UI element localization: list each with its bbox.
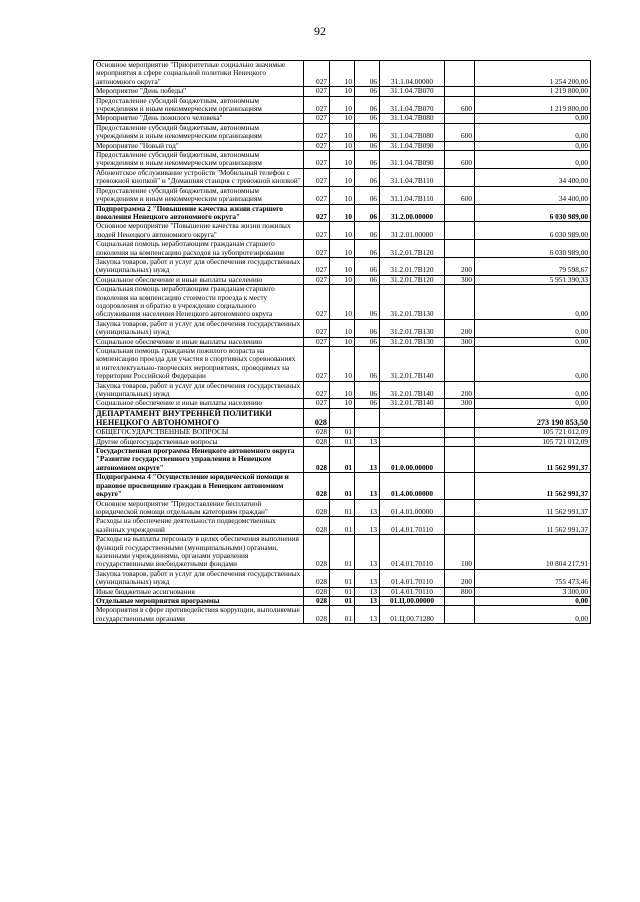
row-target-article-code: 31.2.01.7В120 bbox=[380, 275, 445, 284]
row-subsection-code: 13 bbox=[355, 517, 380, 535]
table-row bbox=[94, 347, 591, 382]
row-amount: 0,00 bbox=[475, 141, 591, 150]
row-subsection-code: 06 bbox=[355, 151, 380, 169]
row-expense-type-code bbox=[445, 596, 475, 605]
row-target-article-code: 31.2.01.7В130 bbox=[380, 319, 445, 337]
row-section-code: 10 bbox=[330, 347, 355, 382]
table-row bbox=[94, 186, 591, 204]
row-ved-code: 027 bbox=[304, 204, 330, 222]
row-ved-code: 028 bbox=[304, 517, 330, 535]
row-amount: 6 030 989,00 bbox=[475, 222, 591, 240]
row-name: Основное мероприятие "Предоставление бесплатной юридической помощи отдельным категориям граждан" bbox=[94, 499, 304, 517]
row-amount: 0,00 bbox=[475, 596, 591, 605]
table-row bbox=[94, 123, 591, 141]
row-ved-code: 027 bbox=[304, 222, 330, 240]
row-section-code: 01 bbox=[330, 447, 355, 473]
row-subsection-code: 06 bbox=[355, 123, 380, 141]
row-amount: 0,00 bbox=[475, 337, 591, 346]
table-row bbox=[94, 275, 591, 284]
row-expense-type-code bbox=[445, 141, 475, 150]
table-row bbox=[94, 606, 591, 624]
row-subsection-code: 06 bbox=[355, 399, 380, 408]
row-ved-code: 028 bbox=[304, 587, 330, 596]
row-target-article-code: 31.1.04.7В070 bbox=[380, 87, 445, 96]
row-name: Социальная помощь неработающим гражданам старшего поколения на компенсацию расходов на зубопротезирование bbox=[94, 240, 304, 258]
row-ved-code: 028 bbox=[304, 408, 330, 427]
row-expense-type-code: 800 bbox=[445, 587, 475, 596]
row-name: Мероприятие "День победы" bbox=[94, 87, 304, 96]
row-name: ДЕПАРТАМЕНТ ВНУТРЕННЕЙ ПОЛИТИКИ НЕНЕЦКОГО АВТОНОМНОГО bbox=[94, 408, 304, 427]
row-target-article-code: 31.1.04.7В110 bbox=[380, 186, 445, 204]
table-row bbox=[94, 535, 591, 570]
row-ved-code: 027 bbox=[304, 123, 330, 141]
row-amount: 11 562 991,37 bbox=[475, 517, 591, 535]
table-row bbox=[94, 222, 591, 240]
row-expense-type-code bbox=[445, 447, 475, 473]
row-ved-code: 027 bbox=[304, 275, 330, 284]
row-section-code: 10 bbox=[330, 168, 355, 186]
row-expense-type-code bbox=[445, 517, 475, 535]
row-name: Государственная программа Ненецкого автономного округа "Развитие государственного управления в Ненецком автономном округе" bbox=[94, 447, 304, 473]
row-target-article-code: 31.1.04.7В110 bbox=[380, 168, 445, 186]
row-ved-code: 027 bbox=[304, 114, 330, 123]
row-name: Мероприятие "Новый год" bbox=[94, 141, 304, 150]
row-amount: 79 598,67 bbox=[475, 257, 591, 275]
row-target-article-code: 01.4.01.70110 bbox=[380, 517, 445, 535]
row-subsection-code: 06 bbox=[355, 257, 380, 275]
row-name: Предоставление субсидий бюджетным, автономным учреждениям и иным некоммерческим организациям bbox=[94, 96, 304, 114]
row-amount: 1 219 800,00 bbox=[475, 87, 591, 96]
table-row bbox=[94, 596, 591, 605]
row-section-code: 10 bbox=[330, 204, 355, 222]
row-section-code: 01 bbox=[330, 428, 355, 437]
row-expense-type-code bbox=[445, 437, 475, 446]
row-name: Закупка товаров, работ и услуг для обеспечения государственных (муниципальных) нужд bbox=[94, 569, 304, 587]
row-name: Социальное обеспечение и иные выплаты населению bbox=[94, 275, 304, 284]
row-name: Предоставление субсидий бюджетным, автономным учреждениям и иным некоммерческим организациям bbox=[94, 123, 304, 141]
table-row bbox=[94, 399, 591, 408]
row-section-code: 10 bbox=[330, 285, 355, 320]
row-name: Мероприятия в сфере противодействия коррупции, выполняемые государственными органами bbox=[94, 606, 304, 624]
row-ved-code: 027 bbox=[304, 319, 330, 337]
row-target-article-code: 31.2.01.7В120 bbox=[380, 240, 445, 258]
row-amount: 11 562 991,37 bbox=[475, 499, 591, 517]
row-subsection-code: 13 bbox=[355, 587, 380, 596]
row-subsection-code: 06 bbox=[355, 186, 380, 204]
table-row bbox=[94, 204, 591, 222]
row-subsection-code: 13 bbox=[355, 499, 380, 517]
row-name: Предоставление субсидий бюджетным, автономным учреждениям и иным некоммерческим организациям bbox=[94, 151, 304, 169]
row-amount: 1 254 200,00 bbox=[475, 61, 591, 87]
row-ved-code: 028 bbox=[304, 569, 330, 587]
row-amount: 0,00 bbox=[475, 381, 591, 399]
row-expense-type-code bbox=[445, 204, 475, 222]
row-amount: 11 562 991,37 bbox=[475, 447, 591, 473]
row-expense-type-code bbox=[445, 168, 475, 186]
row-ved-code: 027 bbox=[304, 240, 330, 258]
table-row bbox=[94, 428, 591, 437]
row-section-code: 10 bbox=[330, 240, 355, 258]
row-ved-code: 028 bbox=[304, 447, 330, 473]
row-ved-code: 027 bbox=[304, 257, 330, 275]
row-expense-type-code: 100 bbox=[445, 535, 475, 570]
row-expense-type-code bbox=[445, 408, 475, 427]
row-subsection-code: 13 bbox=[355, 535, 380, 570]
row-ved-code: 028 bbox=[304, 596, 330, 605]
row-section-code: 01 bbox=[330, 596, 355, 605]
table-row bbox=[94, 141, 591, 150]
table-row bbox=[94, 87, 591, 96]
row-target-article-code: 31.1.04.7В070 bbox=[380, 96, 445, 114]
row-ved-code: 028 bbox=[304, 499, 330, 517]
table-row bbox=[94, 96, 591, 114]
row-name: Иные бюджетные ассигнования bbox=[94, 587, 304, 596]
row-subsection-code: 13 bbox=[355, 447, 380, 473]
row-subsection-code: 13 bbox=[355, 437, 380, 446]
row-expense-type-code bbox=[445, 240, 475, 258]
row-amount: 0,00 bbox=[475, 319, 591, 337]
row-name: Подпрограмма 2 "Повышение качества жизни старшего поколения Ненецкого автономного округа" bbox=[94, 204, 304, 222]
row-section-code: 10 bbox=[330, 186, 355, 204]
row-name: Отдельные мероприятия программы bbox=[94, 596, 304, 605]
row-expense-type-code: 200 bbox=[445, 319, 475, 337]
row-amount: 0,00 bbox=[475, 114, 591, 123]
row-target-article-code: 31.1.04.7В090 bbox=[380, 151, 445, 169]
row-ved-code: 027 bbox=[304, 285, 330, 320]
row-name: Расходы на выплаты персоналу в целях обеспечения выполнения функций государственными (муниципальными) органами, казенными учреждениями, органами управления государственными внебюджетными фондами bbox=[94, 535, 304, 570]
row-section-code: 10 bbox=[330, 96, 355, 114]
row-subsection-code: 06 bbox=[355, 114, 380, 123]
table-row bbox=[94, 587, 591, 596]
row-target-article-code bbox=[380, 428, 445, 437]
row-expense-type-code bbox=[445, 473, 475, 499]
table-row bbox=[94, 447, 591, 473]
page-number: 92 bbox=[314, 24, 326, 38]
row-section-code: 10 bbox=[330, 114, 355, 123]
row-expense-type-code: 300 bbox=[445, 275, 475, 284]
row-section-code: 01 bbox=[330, 437, 355, 446]
row-ved-code: 028 bbox=[304, 428, 330, 437]
row-name: Социальная помощь неработающим гражданам старшего поколения на компенсацию стоимости проезда к месту оздоровления и обратно в учреждение социального обслуживания населения Ненецкого автономного округа bbox=[94, 285, 304, 320]
row-name: Расходы на обеспечение деятельности подведомственных казённых учреждений bbox=[94, 517, 304, 535]
row-amount: 11 562 991,37 bbox=[475, 473, 591, 499]
table-row bbox=[94, 151, 591, 169]
row-section-code: 10 bbox=[330, 275, 355, 284]
row-expense-type-code: 200 bbox=[445, 569, 475, 587]
row-ved-code: 027 bbox=[304, 96, 330, 114]
row-subsection-code: 13 bbox=[355, 596, 380, 605]
row-name: Основное мероприятие "Приоритетные социально значимые мероприятия в сфере социальной политики Ненецкого автономного округа" bbox=[94, 61, 304, 87]
row-subsection-code: 06 bbox=[355, 240, 380, 258]
row-expense-type-code bbox=[445, 347, 475, 382]
row-subsection-code: 06 bbox=[355, 96, 380, 114]
row-target-article-code: 01.4.01.70110 bbox=[380, 535, 445, 570]
row-ved-code: 028 bbox=[304, 473, 330, 499]
row-target-article-code: 01.4.01.00000 bbox=[380, 499, 445, 517]
row-amount: 0,00 bbox=[475, 399, 591, 408]
row-target-article-code: 01.4.01.70110 bbox=[380, 569, 445, 587]
table-row bbox=[94, 257, 591, 275]
row-amount: 0,00 bbox=[475, 606, 591, 624]
row-subsection-code: 06 bbox=[355, 141, 380, 150]
row-expense-type-code bbox=[445, 499, 475, 517]
row-ved-code: 027 bbox=[304, 186, 330, 204]
row-section-code: 10 bbox=[330, 399, 355, 408]
row-subsection-code: 06 bbox=[355, 222, 380, 240]
row-section-code: 10 bbox=[330, 257, 355, 275]
row-section-code: 10 bbox=[330, 319, 355, 337]
row-expense-type-code bbox=[445, 222, 475, 240]
row-name: Социальное обеспечение и иные выплаты населению bbox=[94, 399, 304, 408]
row-amount: 0,00 bbox=[475, 285, 591, 320]
row-ved-code: 027 bbox=[304, 337, 330, 346]
row-ved-code: 027 bbox=[304, 141, 330, 150]
row-amount: 105 721 012,09 bbox=[475, 437, 591, 446]
row-subsection-code: 06 bbox=[355, 381, 380, 399]
row-target-article-code: 31.2.01.7В130 bbox=[380, 285, 445, 320]
row-amount: 0,00 bbox=[475, 151, 591, 169]
row-target-article-code: 31.2.01.7В140 bbox=[380, 399, 445, 408]
row-section-code: 01 bbox=[330, 499, 355, 517]
row-target-article-code bbox=[380, 437, 445, 446]
row-target-article-code: 31.1.04.00000 bbox=[380, 61, 445, 87]
row-section-code: 10 bbox=[330, 337, 355, 346]
row-amount: 0,00 bbox=[475, 123, 591, 141]
row-section-code: 01 bbox=[330, 606, 355, 624]
row-expense-type-code: 600 bbox=[445, 151, 475, 169]
row-name: Закупка товаров, работ и услуг для обеспечения государственных (муниципальных) нужд bbox=[94, 319, 304, 337]
row-expense-type-code: 200 bbox=[445, 381, 475, 399]
row-subsection-code bbox=[355, 408, 380, 427]
row-subsection-code: 06 bbox=[355, 87, 380, 96]
row-section-code: 10 bbox=[330, 141, 355, 150]
row-ved-code: 027 bbox=[304, 61, 330, 87]
row-ved-code: 027 bbox=[304, 347, 330, 382]
row-target-article-code: 31.2.01.7В130 bbox=[380, 337, 445, 346]
row-expense-type-code: 600 bbox=[445, 96, 475, 114]
table-row bbox=[94, 381, 591, 399]
row-subsection-code: 06 bbox=[355, 319, 380, 337]
row-section-code: 01 bbox=[330, 535, 355, 570]
row-subsection-code: 13 bbox=[355, 606, 380, 624]
row-ved-code: 027 bbox=[304, 381, 330, 399]
row-target-article-code: 31.2.01.7В140 bbox=[380, 381, 445, 399]
row-ved-code: 028 bbox=[304, 535, 330, 570]
table-row bbox=[94, 473, 591, 499]
row-amount: 6 030 989,00 bbox=[475, 240, 591, 258]
table-row bbox=[94, 168, 591, 186]
row-subsection-code: 13 bbox=[355, 473, 380, 499]
row-section-code bbox=[330, 408, 355, 427]
row-name: Закупка товаров, работ и услуг для обеспечения государственных (муниципальных) нужд bbox=[94, 381, 304, 399]
row-subsection-code: 06 bbox=[355, 204, 380, 222]
row-name: Основное мероприятие "Повышение качества жизни пожилых людей Ненецкого автономного округа" bbox=[94, 222, 304, 240]
row-target-article-code: 01.Ц.00.00000 bbox=[380, 596, 445, 605]
row-subsection-code: 06 bbox=[355, 337, 380, 346]
row-amount: 10 804 217,91 bbox=[475, 535, 591, 570]
row-amount: 5 951 390,33 bbox=[475, 275, 591, 284]
table-row bbox=[94, 408, 591, 427]
row-ved-code: 027 bbox=[304, 168, 330, 186]
row-target-article-code: 31.1.04.7В080 bbox=[380, 123, 445, 141]
row-amount: 105 721 012,09 bbox=[475, 428, 591, 437]
row-target-article-code: 31.1.04.7В090 bbox=[380, 141, 445, 150]
row-ved-code: 027 bbox=[304, 87, 330, 96]
table-row bbox=[94, 569, 591, 587]
row-amount: 755 473,46 bbox=[475, 569, 591, 587]
row-subsection-code: 06 bbox=[355, 168, 380, 186]
row-amount: 273 190 853,50 bbox=[475, 408, 591, 427]
row-section-code: 01 bbox=[330, 587, 355, 596]
row-target-article-code: 31.2.01.00000 bbox=[380, 222, 445, 240]
row-section-code: 01 bbox=[330, 473, 355, 499]
row-ved-code: 028 bbox=[304, 437, 330, 446]
row-subsection-code: 06 bbox=[355, 347, 380, 382]
row-expense-type-code: 200 bbox=[445, 257, 475, 275]
row-target-article-code bbox=[380, 408, 445, 427]
table-row bbox=[94, 337, 591, 346]
row-target-article-code: 31.1.04.7В080 bbox=[380, 114, 445, 123]
table-row bbox=[94, 437, 591, 446]
row-section-code: 10 bbox=[330, 87, 355, 96]
row-section-code: 10 bbox=[330, 222, 355, 240]
table-row bbox=[94, 240, 591, 258]
table-row bbox=[94, 285, 591, 320]
row-name: ОБЩЕГОСУДАРСТВЕННЫЕ ВОПРОСЫ bbox=[94, 428, 304, 437]
row-name: Предоставление субсидий бюджетным, автономным учреждениям и иным некоммерческим организациям bbox=[94, 186, 304, 204]
row-expense-type-code bbox=[445, 61, 475, 87]
budget-table-body bbox=[94, 61, 591, 624]
row-expense-type-code: 300 bbox=[445, 337, 475, 346]
table-row bbox=[94, 61, 591, 87]
row-name: Социальное обеспечение и иные выплаты населению bbox=[94, 337, 304, 346]
row-amount: 34 400,00 bbox=[475, 186, 591, 204]
row-subsection-code: 13 bbox=[355, 569, 380, 587]
row-amount: 3 300,00 bbox=[475, 587, 591, 596]
row-target-article-code: 01.4.01.70110 bbox=[380, 587, 445, 596]
table-row bbox=[94, 517, 591, 535]
row-section-code: 10 bbox=[330, 61, 355, 87]
table-row bbox=[94, 499, 591, 517]
row-ved-code: 028 bbox=[304, 606, 330, 624]
row-amount: 0,00 bbox=[475, 347, 591, 382]
row-target-article-code: 31.2.00.00000 bbox=[380, 204, 445, 222]
row-amount: 6 030 989,00 bbox=[475, 204, 591, 222]
row-expense-type-code bbox=[445, 87, 475, 96]
row-target-article-code: 01.4.00.00000 bbox=[380, 473, 445, 499]
budget-table bbox=[93, 60, 591, 624]
row-target-article-code: 01.Ц.00.71280 bbox=[380, 606, 445, 624]
row-expense-type-code: 300 bbox=[445, 399, 475, 408]
row-section-code: 10 bbox=[330, 123, 355, 141]
row-name: Мероприятие "День пожилого человека" bbox=[94, 114, 304, 123]
row-target-article-code: 31.2.01.7В120 bbox=[380, 257, 445, 275]
row-section-code: 10 bbox=[330, 381, 355, 399]
row-expense-type-code bbox=[445, 606, 475, 624]
row-section-code: 01 bbox=[330, 517, 355, 535]
row-ved-code: 027 bbox=[304, 399, 330, 408]
row-expense-type-code: 600 bbox=[445, 186, 475, 204]
row-subsection-code: 06 bbox=[355, 285, 380, 320]
row-expense-type-code bbox=[445, 114, 475, 123]
row-amount: 1 219 800,00 bbox=[475, 96, 591, 114]
row-subsection-code: 06 bbox=[355, 275, 380, 284]
row-target-article-code: 01.0.00.00000 bbox=[380, 447, 445, 473]
row-expense-type-code bbox=[445, 428, 475, 437]
row-amount: 34 400,00 bbox=[475, 168, 591, 186]
table-row bbox=[94, 319, 591, 337]
row-subsection-code: 06 bbox=[355, 61, 380, 87]
row-section-code: 10 bbox=[330, 151, 355, 169]
row-name: Закупка товаров, работ и услуг для обеспечения государственных (муниципальных) нужд bbox=[94, 257, 304, 275]
row-target-article-code: 31.2.01.7В140 bbox=[380, 347, 445, 382]
row-subsection-code bbox=[355, 428, 380, 437]
row-expense-type-code bbox=[445, 285, 475, 320]
row-name: Социальная помощь гражданам пожилого возраста на компенсацию проезда для участия в спортивных соревнованиях и интеллектуально-творческих мероприятиях, проводимых на территории Российской Федерации bbox=[94, 347, 304, 382]
row-name: Абонентское обслуживание устройств "Мобильный телефон с тревожной кнопкой" и "Домашняя станция с тревожной кнопкой" bbox=[94, 168, 304, 186]
row-name: Другие общегосударственные вопросы bbox=[94, 437, 304, 446]
row-ved-code: 027 bbox=[304, 151, 330, 169]
row-expense-type-code: 600 bbox=[445, 123, 475, 141]
row-section-code: 01 bbox=[330, 569, 355, 587]
table-row bbox=[94, 114, 591, 123]
row-name: Подпрограмма 4 "Осуществление юридической помощи и правовое просвещение граждан в Ненецком автономном округе" bbox=[94, 473, 304, 499]
